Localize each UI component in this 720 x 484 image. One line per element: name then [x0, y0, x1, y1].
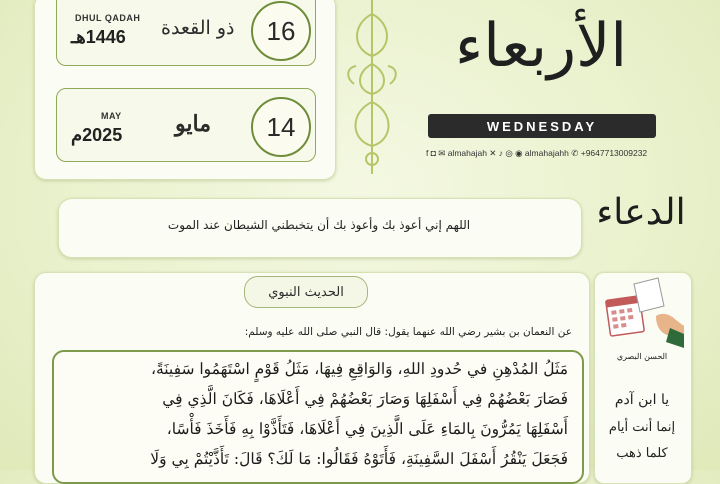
gregorian-month-ar: مايو	[175, 111, 211, 137]
weekday-english-bar: WEDNESDAY	[428, 114, 656, 138]
hadith-text-box	[52, 350, 584, 484]
hijri-day: 16	[251, 1, 311, 61]
dua-text: اللهم إني أعوذ بك وأعوذ بك أن يتخبطني الشيطان عند الموت	[167, 218, 471, 232]
weekday-arabic: الأربعاء	[454, 11, 627, 81]
gregorian-day: 14	[251, 97, 311, 157]
hadith-tag: الحديث النبوي	[244, 276, 368, 308]
dua-label: الدعاء	[596, 192, 686, 233]
quote-caption: الحسن البصري	[616, 352, 668, 361]
calendar-hand-illustration	[600, 276, 684, 348]
hijri-year: 1446هـ	[71, 27, 126, 47]
quote-line: إنما أنت أيام	[608, 420, 676, 435]
quote-line: يا ابن آدم	[614, 392, 670, 408]
gregorian-month-en: MAY	[101, 111, 122, 121]
hadith-narrator: عن النعمان بن بشير رضي الله عنهما يقول: قال النبي صلى الله عليه وسلم:	[244, 326, 572, 338]
hijri-month-ar: ذو القعدة	[161, 17, 235, 39]
social-handles: f ◘ ✉ almahajah ✕ ♪ ◎ ◉ almahajahh ✆ +9647713009232	[426, 148, 648, 158]
hadith-line: فَجَعَلَ يَنْقُرُ أَسْفَلَ السَّفِينَةِ، فَأَتَوْهُ فَقَالُوا: مَا لَكَ؟ قَالَ: تَأَذَّيْتُمْ بِي وَلَا	[150, 450, 568, 468]
hijri-month-en: DHUL QADAH	[75, 13, 141, 23]
gregorian-year: 2025م	[71, 125, 123, 145]
hijri-date-card	[56, 0, 316, 66]
gregorian-date-card	[56, 88, 316, 162]
ornament-divider	[342, 0, 402, 174]
hadith-line: مَثَلُ المُدْهِنِ في حُدودِ اللهِ، وَالوَاقِعِ فِيهَا، مَثَلُ قَوْمٍ اسْتَهَمُوا سَفِينَةً،	[150, 360, 568, 378]
quote-line: كلما ذهب	[616, 446, 668, 461]
hadith-line: أَسْفَلِهَا يَمُرُّونَ بِالمَاءِ عَلَى الَّذِينَ فِي أَعْلَاهَا، فَتَأَذَّوْا بِهِ فَأَخَذَ فَأْسًا،	[166, 420, 568, 438]
hadith-line: فَصَارَ بَعْضُهُمْ فِي أَسْفَلِهَا وَصَارَ بَعْضُهُمْ فِي أَعْلَاهَا، فَكَانَ الَّذِي فِي	[162, 390, 568, 408]
